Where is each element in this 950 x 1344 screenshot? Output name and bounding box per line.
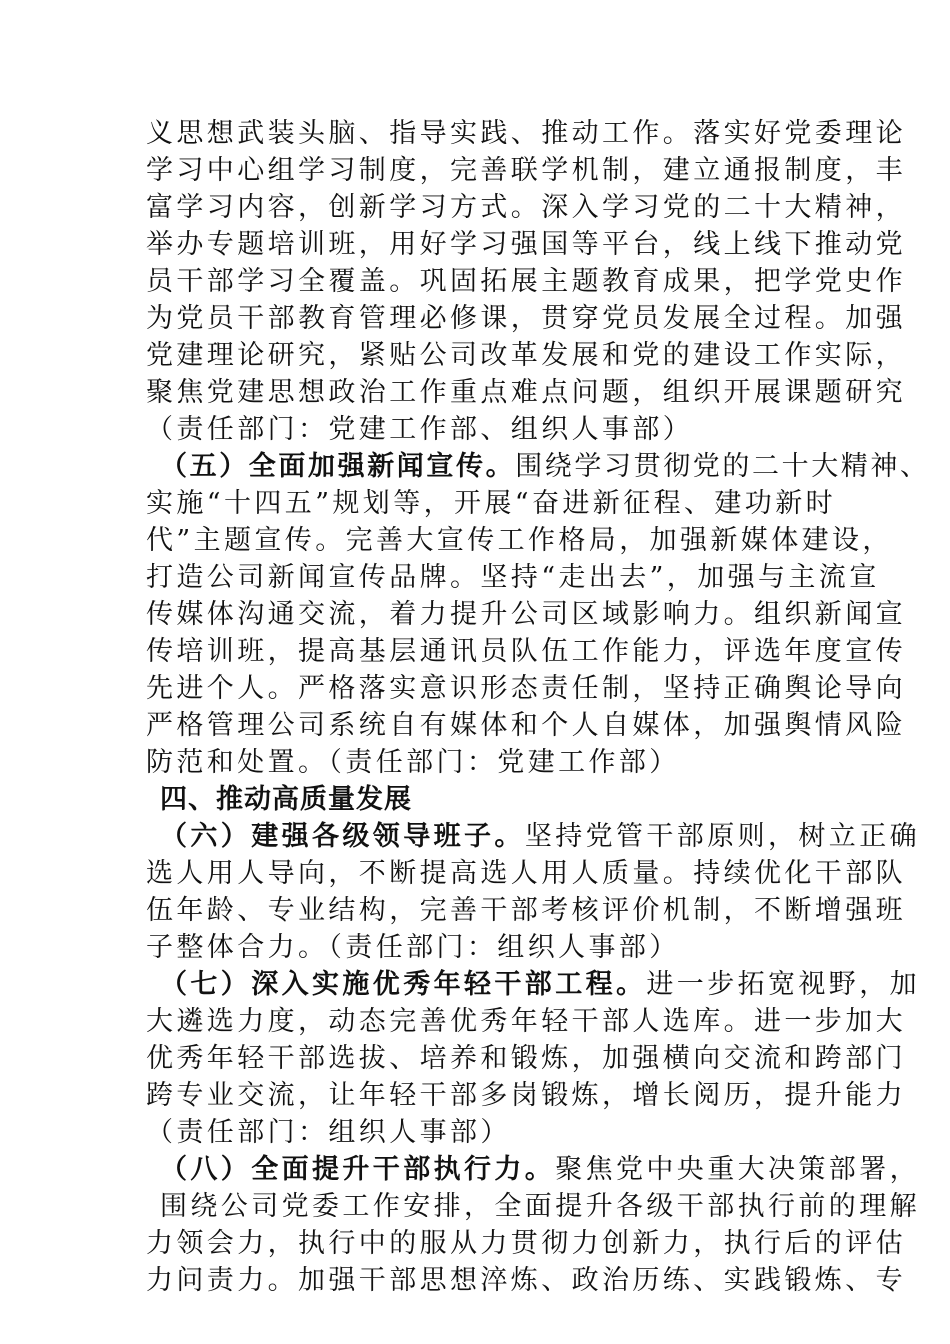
text-line: 打造公司新闻宣传品牌。坚持“走出去”，加强与主流宣 bbox=[146, 562, 880, 593]
section-title-7: （七）深入实施优秀年轻干部工程。 bbox=[160, 969, 647, 1000]
text-line: （责任部门：组织人事部） bbox=[146, 1117, 511, 1148]
text-line: （责任部门：党建工作部、组织人事部） bbox=[146, 414, 694, 445]
text-run: 进一步拓宽视野，加 bbox=[646, 969, 921, 1000]
text-line: 员干部学习全覆盖。巩固拓展主题教育成果，把学党史作 bbox=[146, 266, 906, 297]
section-heading: 四、推动高质量发展 bbox=[160, 784, 412, 815]
text-run: 围绕学习贯彻党的二十大精神、 bbox=[515, 451, 930, 482]
text-run: 聚焦党中央重大决策部署， bbox=[555, 1154, 921, 1185]
text-line: 选人用人导向，不断提高选人用人质量。持续优化干部队 bbox=[146, 858, 906, 889]
text-line: 围绕公司党委工作安排，全面提升各级干部执行前的理解 bbox=[160, 1191, 920, 1222]
text-line: 优秀年轻干部选拔、培养和锻炼，加强横向交流和跨部门 bbox=[146, 1043, 906, 1074]
paragraph-first-line bbox=[160, 449, 930, 485]
section-title-6: （六）建强各级领导班子。 bbox=[160, 821, 525, 852]
text-line: 传培训班，提高基层通讯员队伍工作能力，评选年度宣传 bbox=[146, 636, 906, 667]
text-run: 坚持党管干部原则，树立正确 bbox=[524, 821, 921, 852]
text-line: 伍年龄、专业结构，完善干部考核评价机制，不断增强班 bbox=[146, 895, 906, 926]
text-line: 代”主题宣传。完善大宣传工作格局，加强新媒体建设， bbox=[146, 525, 893, 556]
text-line: 跨专业交流，让年轻干部多岗锻炼，增长阅历，提升能力 bbox=[146, 1080, 906, 1111]
text-line: 举办专题培训班，用好学习强国等平台，线上线下推动党 bbox=[146, 229, 906, 260]
text-line: 力领会力，执行中的服从力贯彻力创新力，执行后的评估 bbox=[146, 1228, 906, 1259]
text-line: 先进个人。严格落实意识形态责任制，坚持正确舆论导向 bbox=[146, 673, 906, 704]
text-line: 党建理论研究，紧贴公司改革发展和党的建设工作实际， bbox=[146, 340, 906, 371]
section-title-8: （八）全面提升干部执行力。 bbox=[160, 1154, 556, 1185]
text-line: 防范和处置。（责任部门：党建工作部） bbox=[146, 747, 680, 778]
text-line: 学习中心组学习制度，完善联学机制，建立通报制度，丰 bbox=[146, 155, 906, 186]
paragraph-first-line bbox=[160, 819, 920, 855]
paragraph-first-line bbox=[160, 1152, 920, 1188]
text-line: 子整体合力。（责任部门：组织人事部） bbox=[146, 932, 680, 963]
text-line: 聚焦党建思想政治工作重点难点问题，组织开展课题研究 bbox=[146, 377, 906, 408]
text-line: 力问责力。加强干部思想淬炼、政治历练、实践锻炼、专 bbox=[146, 1265, 906, 1296]
paragraph-first-line bbox=[160, 967, 920, 1003]
text-line: 严格管理公司系统自有媒体和个人自媒体，加强舆情风险 bbox=[146, 710, 906, 741]
section-title-5: （五）全面加强新闻宣传。 bbox=[160, 451, 516, 482]
text-line: 富学习内容，创新学习方式。深入学习党的二十大精神， bbox=[146, 192, 906, 223]
text-line: 义思想武装头脑、指导实践、推动工作。落实好党委理论 bbox=[146, 118, 906, 149]
text-line: 为党员干部教育管理必修课，贯穿党员发展全过程。加强 bbox=[146, 303, 906, 334]
text-line: 实施“十四五”规划等，开展“奋进新征程、建功新时 bbox=[146, 488, 837, 519]
text-line: 传媒体沟通交流，着力提升公司区域影响力。组织新闻宣 bbox=[146, 599, 906, 630]
text-line: 大遴选力度，动态完善优秀年轻干部人选库。进一步加大 bbox=[146, 1006, 906, 1037]
